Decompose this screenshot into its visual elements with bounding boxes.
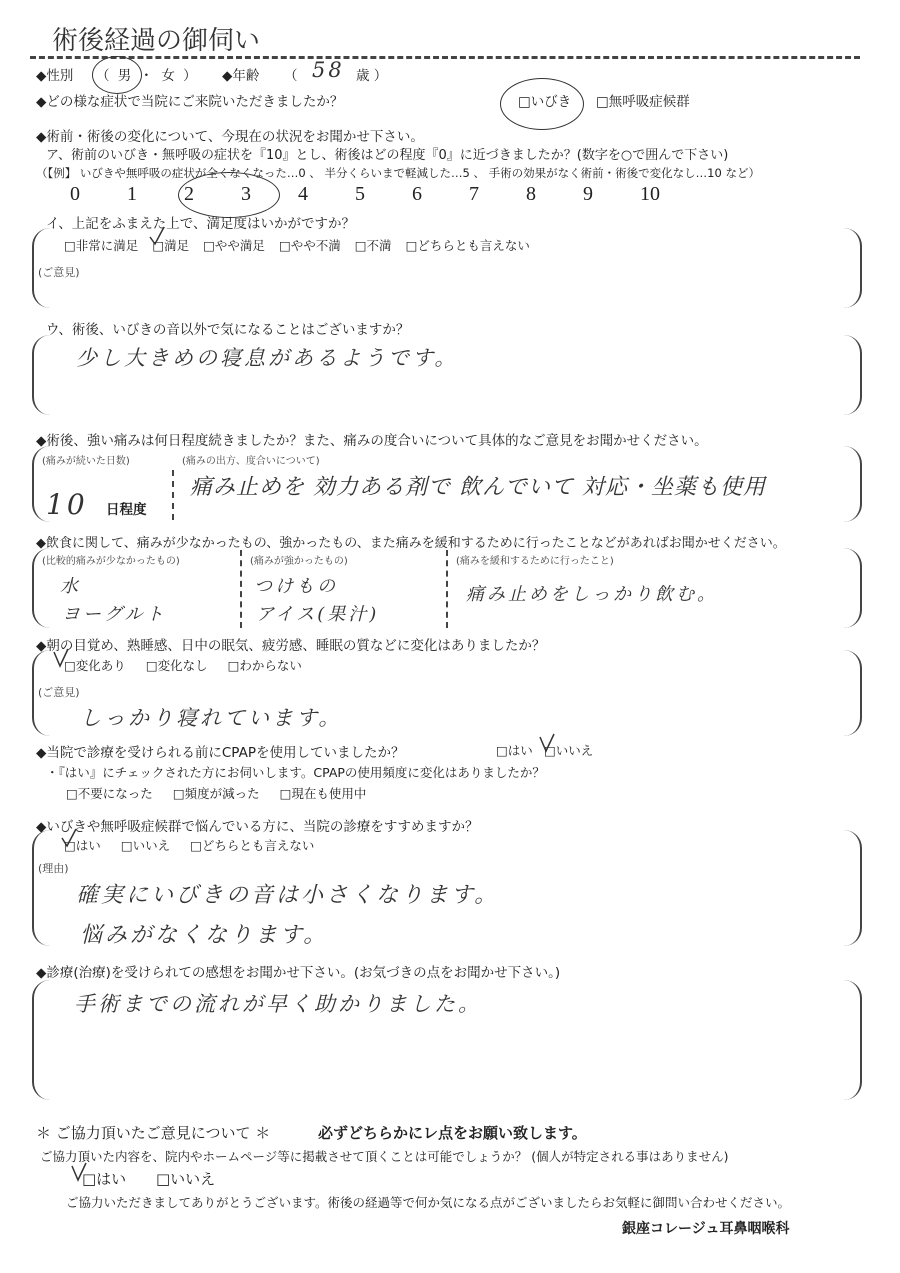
option-no-longer-needed[interactable]: □不要になった: [66, 786, 153, 801]
scale-7[interactable]: 7: [469, 183, 479, 205]
option-very-satisfied[interactable]: □非常に満足: [64, 238, 139, 253]
change-sub-a: ア、術前のいびき・無呼吸の症状を『10』とし、術後はどの程度『0』に近づきましたか？(数字を○で囲んで下さい): [46, 148, 729, 163]
impression-question: ◆診療(治療)を受けられての感想をお聞かせ下さい。(お気づきの点をお聞かせ下さい。): [36, 965, 561, 981]
food-less-label: (比較的痛みが少なかったもの): [42, 556, 180, 567]
option-unchanged[interactable]: □変化なし: [145, 658, 208, 673]
footer-heading-bold: 必ずどちらかにレ点をお願い致します。: [318, 1124, 587, 1142]
pain-days-label: (痛みが続いた日数): [42, 456, 130, 467]
food-question: ◆飲食に関して、痛みが少なかったもの、強かったもの、また痛みを緩和するために行ったことなどがあればお聞かせください。: [36, 536, 786, 551]
change-question: ◆術前・術後の変化について、今現在の状況をお聞かせ下さい。: [36, 129, 424, 145]
option-frequency-reduced[interactable]: □頻度が減った: [172, 786, 260, 801]
pain-days-unit: 日程度: [106, 502, 147, 518]
scale-8[interactable]: 8: [526, 183, 536, 205]
option-yes[interactable]: [64, 836, 101, 854]
food-relief-answer[interactable]: 痛み止めをしっかり飲む。: [466, 584, 718, 605]
symptom-option-snoring[interactable]: □いびき: [518, 94, 572, 110]
option-neither[interactable]: □どちらとも言えない: [190, 838, 315, 853]
food-divider-1: [240, 550, 242, 628]
option-somewhat-dissatisfied[interactable]: □やや不満: [278, 238, 341, 253]
page-title: 術後経過の御伺い: [52, 26, 261, 56]
morning-answer[interactable]: しっかり寝れています。: [80, 706, 343, 730]
cpap-sub-options: [66, 784, 366, 802]
option-no[interactable]: □いいえ: [120, 838, 171, 853]
symptom-selected-circle: [500, 78, 584, 130]
pain-question: ◆術後、強い痛みは何日程度続きましたか？また、痛みの度合いについて具体的なご意見をお聞かせください。: [36, 433, 708, 449]
gender-selected-circle: [92, 56, 142, 94]
clinic-name: 銀座コレージュ耳鼻咽喉科: [622, 1221, 790, 1237]
option-still-using[interactable]: □現在も使用中: [279, 786, 367, 801]
food-more-answer-1[interactable]: つけもの: [254, 576, 338, 597]
recommend-question: ◆いびきや無呼吸症候群で悩んでいる方に、当院の診療をすすめますか？: [36, 819, 479, 835]
cpap-sub-question: ・『はい』にチェックされた方にお伺いします。CPAPの使用頻度に変化はありましたか？: [46, 765, 545, 780]
scale-0[interactable]: 0: [70, 183, 80, 205]
satisfaction-options: [64, 236, 530, 254]
publish-option-yes-label: □はい: [82, 1170, 127, 1188]
change-scale: [70, 183, 697, 206]
option-satisfied[interactable]: [152, 236, 189, 254]
change-example: （【例】 いびきや無呼吸の症状が全くなくなった…0 、 半分くらいまで軽減した…5 、 手術の効果がなく術前・術後で変化なし…10 など）: [36, 166, 760, 180]
recommend-reason-label: (理由): [38, 862, 69, 875]
pain-divider: [172, 470, 174, 520]
cpap-option-no-label: □いいえ: [544, 743, 594, 758]
recommend-options: [64, 836, 314, 854]
morning-options: [64, 656, 302, 674]
pain-detail-label: (痛みの出方、度合いについて): [182, 456, 320, 467]
option-unknown[interactable]: □わからない: [227, 658, 302, 673]
gender-options[interactable]: （ 男 ・ 女 ）: [96, 68, 199, 84]
scale-3[interactable]: 3: [241, 183, 251, 205]
satisfaction-opinion-label: (ご意見): [38, 266, 80, 279]
recommend-answer-1[interactable]: 確実にいびきの音は小さくなります。: [76, 883, 500, 908]
scale-1[interactable]: 1: [127, 183, 137, 205]
age-paren: （: [284, 68, 298, 84]
option-satisfied-label: □満足: [152, 238, 190, 253]
cpap-option-yes[interactable]: □はい: [496, 743, 533, 758]
food-less-answer-2[interactable]: ヨーグルト: [62, 604, 167, 625]
morning-opinion-label: (ご意見): [38, 686, 80, 699]
food-more-label: (痛みが強かったもの): [250, 556, 348, 567]
option-changed-label: □変化あり: [64, 658, 126, 673]
pain-detail-answer[interactable]: 痛み止めを 効力ある剤で 飲んでいて 対応・坐薬も使用: [190, 475, 766, 500]
food-less-answer-1[interactable]: 水: [60, 576, 81, 597]
cpap-question: ◆当院で診療を受けられる前にCPAPを使用していましたか？: [36, 745, 405, 761]
gender-label: ◆性別: [36, 68, 74, 84]
food-more-answer-2[interactable]: アイス(果汁): [256, 604, 380, 625]
food-divider-2: [446, 550, 448, 628]
scale-9[interactable]: 9: [583, 183, 593, 205]
title-divider: [30, 56, 860, 59]
footer-thanks: ご協力いただきましてありがとうございます。術後の経過等で何か気になる点がございましたらお気軽に御問い合わせください。: [66, 1195, 791, 1210]
scale-4[interactable]: 4: [298, 183, 308, 205]
other-answer[interactable]: 少し大きめの寝息があるようです。: [76, 346, 459, 370]
food-relief-label: (痛みを緩和するために行ったこと): [456, 556, 614, 567]
publish-option-yes[interactable]: [82, 1168, 126, 1189]
option-somewhat-satisfied[interactable]: □やや満足: [203, 238, 265, 253]
option-yes-label: □はい: [64, 838, 101, 853]
morning-question: ◆朝の目覚め、熟睡感、日中の眠気、疲労感、睡眠の質などに変化はありましたか？: [36, 638, 546, 654]
option-neither[interactable]: □どちらとも言えない: [405, 238, 530, 253]
recommend-answer-2[interactable]: 悩みがなくなります。: [80, 923, 329, 948]
footer-question: ご協力頂いた内容を、院内やホームページ等に掲載させて頂くことは可能でしょうか？ (個人が特定される事はありません): [40, 1149, 729, 1164]
symptom-option-apnea[interactable]: □無呼吸症候群: [596, 94, 690, 110]
publish-option-no[interactable]: □いいえ: [156, 1170, 216, 1188]
age-unit: 歳 ）: [356, 68, 388, 84]
scale-2[interactable]: 2: [184, 183, 194, 205]
scale-6[interactable]: 6: [412, 183, 422, 205]
symptom-question: ◆どの様な症状で当院にご来院いただきましたか？: [36, 94, 344, 110]
scale-5[interactable]: 5: [355, 183, 365, 205]
satisfaction-question: イ、上記をふまえた上で、満足度はいかがですか？: [46, 216, 356, 232]
option-dissatisfied[interactable]: □不満: [354, 238, 392, 253]
cpap-option-no[interactable]: [544, 741, 593, 759]
age-label: ◆年齢: [222, 68, 260, 84]
scale-10[interactable]: 10: [640, 183, 660, 205]
option-changed[interactable]: [64, 656, 126, 674]
other-question: ウ、術後、いびきの音以外で気になることはございますか？: [46, 322, 410, 338]
impression-answer[interactable]: 手術までの流れが早く助かりました。: [74, 992, 482, 1016]
pain-days-value[interactable]: 10: [46, 488, 88, 521]
age-value[interactable]: 58: [312, 58, 345, 82]
footer-heading: ＊ ご協力頂いたご意見について ＊: [36, 1124, 271, 1142]
